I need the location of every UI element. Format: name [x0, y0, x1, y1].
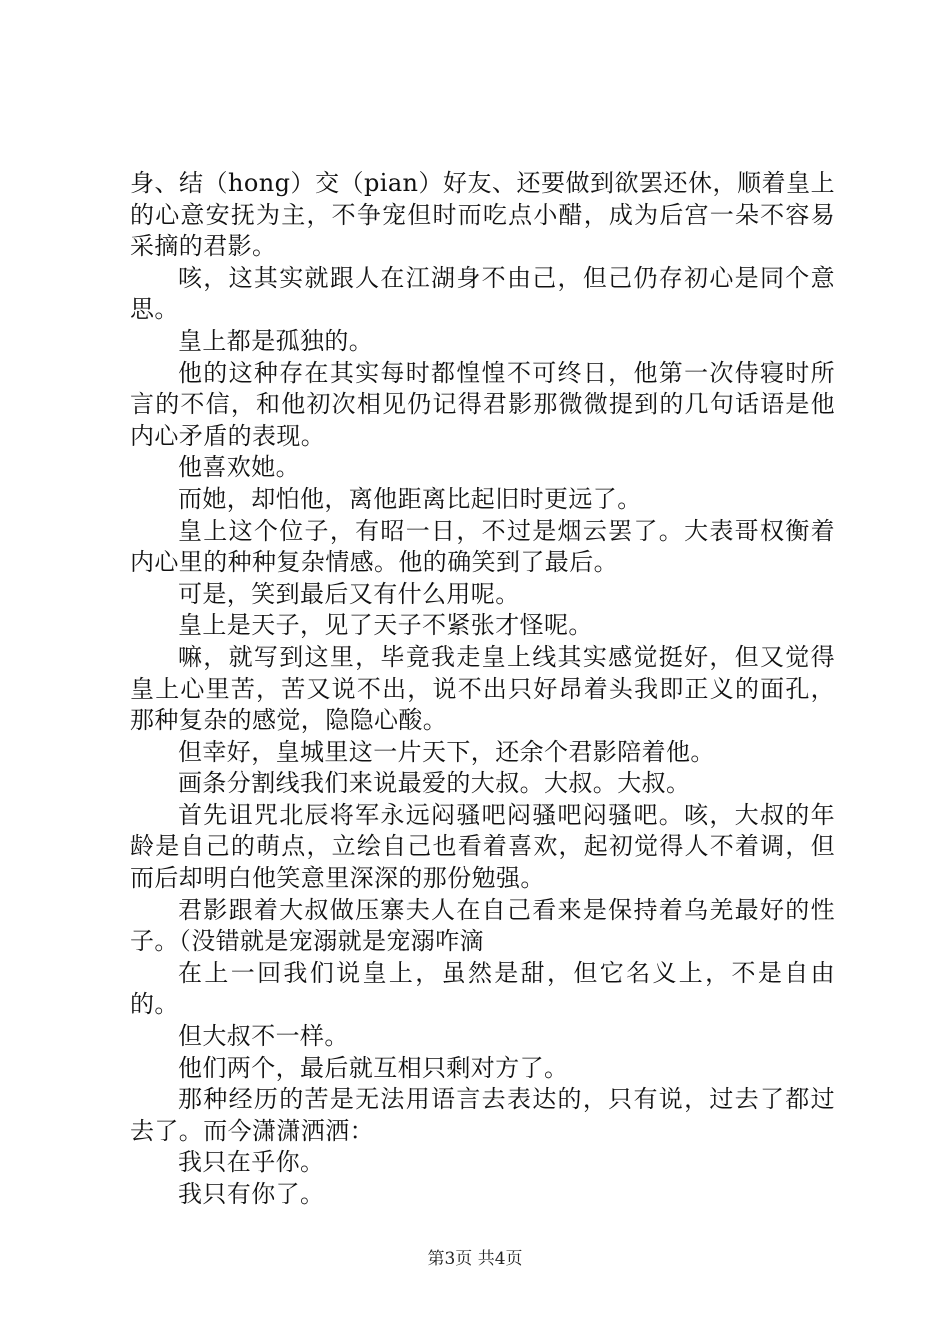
- paragraph-12: 画条分割线我们来说最爱的大叔。大叔。大叔。: [178, 769, 691, 798]
- page-number-footer: 第3页 共4页: [427, 1249, 523, 1269]
- paragraph-11: 但幸好，皇城里这一片天下，还余个君影陪着他。: [178, 737, 715, 766]
- paragraph-3: 皇上都是孤独的。: [178, 326, 374, 355]
- paragraph-4: 他的这种存在其实每时都惶惶不可终日，他第一次侍寝时所言的不信，和他初次相见仍记得君影那微微提到的几句话语是他内心矛盾的表现。: [130, 358, 835, 450]
- paragraph-2: 咳，这其实就跟人在江湖身不由己，但己仍存初心是同个意思。: [130, 263, 835, 324]
- paragraph-1: 身、结（hong）交（pian）好友、还要做到欲罢还休，顺着皇上的心意安抚为主，不争宠但时而吃点小醋，成为后宫一朵不容易采摘的君影。: [130, 169, 835, 261]
- paragraph-18: 那种经历的苦是无法用语言去表达的，只有说，过去了都过去了。而今潇潇洒洒：: [130, 1085, 835, 1145]
- paragraph-9: 皇上是天子，见了天子不紧张才怪呢。: [178, 611, 593, 640]
- paragraph-7: 皇上这个位子，有昭一日，不过是烟云罢了。大表哥权衡着内心里的种种复杂情感。他的确笑到了最后。: [130, 516, 835, 577]
- paragraph-13: 首先诅咒北辰将军永远闷骚吧闷骚吧闷骚吧。咳，大叔的年龄是自己的萌点，立绘自己也看着喜欢，起初觉得人不着调，但而后却明白他笑意里深深的那份勉强。: [130, 800, 835, 893]
- paragraph-10: 嘛，就写到这里，毕竟我走皇上线其实感觉挺好，但又觉得皇上心里苦，苦又说不出，说不出只好昂着头我即正义的面孔，那种复杂的感觉，隐隐心酸。: [130, 642, 835, 735]
- paragraph-20: 我只有你了。: [178, 1180, 325, 1208]
- paragraph-8: 可是，笑到最后又有什么用呢。: [178, 579, 520, 608]
- paragraph-19: 我只在乎你。: [178, 1148, 325, 1177]
- document-body: [130, 168, 835, 1211]
- paragraph-17: 他们两个，最后就互相只剩对方了。: [178, 1053, 569, 1082]
- paragraph-15: 在上一回我们说皇上，虽然是甜，但它名义上，不是自由的。: [130, 958, 835, 1019]
- paragraph-16: 但大叔不一样。: [178, 1022, 349, 1051]
- paragraph-14: 君影跟着大叔做压寨夫人在自己看来是保持着乌羌最好的性子。（没错就是宠溺就是宠溺咋滴: [130, 895, 835, 956]
- paragraph-5: 他喜欢她。: [178, 453, 300, 482]
- paragraph-6: 而她，却怕他，离他距离比起旧时更远了。: [178, 484, 642, 513]
